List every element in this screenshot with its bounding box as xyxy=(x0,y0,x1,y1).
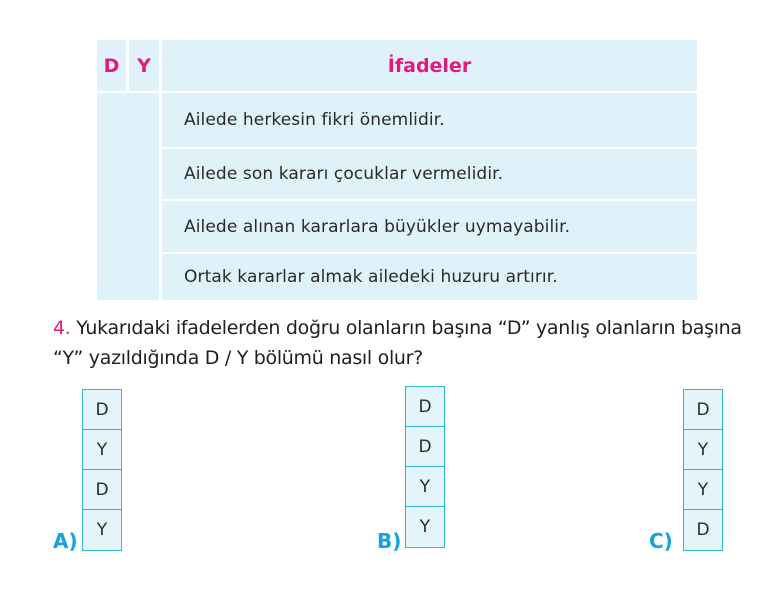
option-c-cell: D xyxy=(684,390,722,430)
header-y: Y xyxy=(129,40,159,91)
option-c-cell: D xyxy=(696,520,710,540)
option-c-box[interactable] xyxy=(683,389,723,551)
option-b-cell: Y xyxy=(406,467,444,507)
option-b-label[interactable]: B) xyxy=(377,529,402,553)
option-a-cell: Y xyxy=(83,430,121,470)
option-c-cell: Y xyxy=(684,470,722,510)
statement-text: Ortak kararlar almak ailedeki huzuru artırır. xyxy=(184,267,558,287)
answer-column-d xyxy=(97,93,159,300)
option-b-cell: Y xyxy=(419,517,431,537)
option-a-box[interactable] xyxy=(82,389,122,551)
option-c-cell: Y xyxy=(684,430,722,470)
statement-row-4 xyxy=(162,254,697,300)
statement-row-2 xyxy=(162,149,697,199)
statement-row-1 xyxy=(162,93,697,147)
statement-row-3 xyxy=(162,201,697,252)
option-c-label[interactable]: C) xyxy=(649,529,673,553)
statement-text: Ailede alınan kararlara büyükler uymayabilir. xyxy=(184,216,571,237)
header-statements: İfadeler xyxy=(162,40,697,91)
option-b-box[interactable] xyxy=(405,386,445,548)
statement-text: Ailede son kararı çocuklar vermelidir. xyxy=(184,164,504,184)
option-b-cell: D xyxy=(406,387,444,427)
question-body: Yukarıdaki ifadelerden doğru olanların başına “D” yanlış olanların başına “Y” yazıldığında D / Y bölümü nasıl olur? xyxy=(53,317,742,369)
option-a-cell: D xyxy=(83,470,121,510)
option-a-cell: Y xyxy=(96,520,108,540)
option-a-cell: D xyxy=(83,390,121,430)
statement-text: Ailede herkesin fikri önemlidir. xyxy=(184,110,445,130)
header-d: D xyxy=(97,40,126,91)
option-a-label[interactable]: A) xyxy=(53,529,78,553)
question-number: 4. xyxy=(53,317,71,339)
question-text xyxy=(53,313,763,373)
option-b-cell: D xyxy=(406,427,444,467)
